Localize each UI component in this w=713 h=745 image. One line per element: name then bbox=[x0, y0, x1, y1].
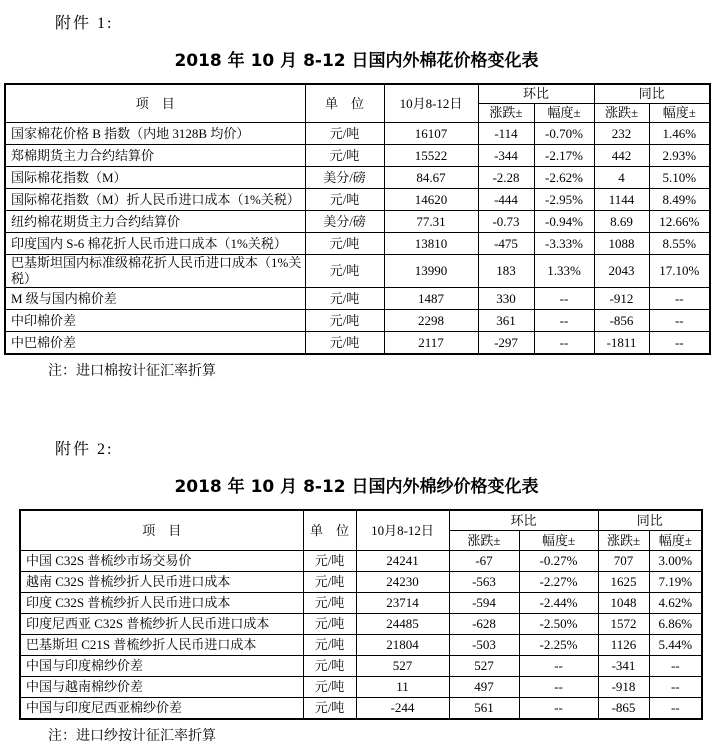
table-row bbox=[20, 593, 702, 614]
cell-yoy_change: 442 bbox=[594, 145, 649, 167]
cell-yoy_pct: -- bbox=[649, 677, 702, 698]
cell-unit: 元/吨 bbox=[305, 332, 384, 355]
cell-unit: 元/吨 bbox=[305, 145, 384, 167]
cell-value: 24485 bbox=[356, 614, 449, 635]
cell-value: 1487 bbox=[384, 288, 478, 310]
cell-mom_change: -2.28 bbox=[478, 167, 534, 189]
cell-yoy_pct: 17.10% bbox=[649, 255, 710, 288]
cell-mom_pct: -- bbox=[534, 288, 594, 310]
cell-yoy_change: -341 bbox=[598, 656, 649, 677]
yarn-price-table-header bbox=[20, 510, 702, 551]
cell-mom_pct: -- bbox=[519, 677, 598, 698]
cell-yoy_change: 1126 bbox=[598, 635, 649, 656]
cell-value: 21804 bbox=[356, 635, 449, 656]
table-row bbox=[20, 551, 702, 572]
cell-yoy_change: 8.69 bbox=[594, 211, 649, 233]
table-row bbox=[20, 656, 702, 677]
cell-value: 84.67 bbox=[384, 167, 478, 189]
cell-mom_pct: -2.17% bbox=[534, 145, 594, 167]
col-header-mom: 环比 bbox=[449, 510, 598, 531]
cell-mom_pct: -- bbox=[534, 332, 594, 355]
cell-value: 2117 bbox=[384, 332, 478, 355]
cell-item: 中国与印度尼西亚棉纱价差 bbox=[20, 698, 303, 720]
cell-yoy_pct: 8.55% bbox=[649, 233, 710, 255]
cell-unit: 元/吨 bbox=[303, 635, 356, 656]
cell-mom_pct: -0.70% bbox=[534, 123, 594, 145]
cell-mom_change: 497 bbox=[449, 677, 519, 698]
cell-item: 中巴棉价差 bbox=[5, 332, 305, 355]
cell-mom_change: 330 bbox=[478, 288, 534, 310]
col-header-item: 项 目 bbox=[20, 510, 303, 551]
yarn-price-table-body bbox=[20, 551, 702, 720]
cell-unit: 元/吨 bbox=[305, 255, 384, 288]
cell-mom_change: -67 bbox=[449, 551, 519, 572]
cell-yoy_change: -912 bbox=[594, 288, 649, 310]
col-header-period: 10月8-12日 bbox=[384, 84, 478, 123]
col-header-item: 项 目 bbox=[5, 84, 305, 123]
table-row bbox=[20, 572, 702, 593]
cell-yoy_pct: 1.46% bbox=[649, 123, 710, 145]
cell-mom_pct: -2.44% bbox=[519, 593, 598, 614]
attachment1-title: 2018 年 10 月 8-12 日国内外棉花价格变化表 bbox=[174, 51, 539, 71]
col-header-mom-updown: 涨跌± bbox=[478, 104, 534, 123]
cell-item: 国家棉花价格 B 指数（内地 3128B 均价） bbox=[5, 123, 305, 145]
cell-yoy_pct: 5.10% bbox=[649, 167, 710, 189]
cell-unit: 元/吨 bbox=[303, 551, 356, 572]
cell-yoy_pct: 5.44% bbox=[649, 635, 702, 656]
cell-mom_change: 183 bbox=[478, 255, 534, 288]
cell-unit: 元/吨 bbox=[303, 593, 356, 614]
cell-yoy_change: 1625 bbox=[598, 572, 649, 593]
cell-unit: 元/吨 bbox=[303, 614, 356, 635]
cell-yoy_pct: -- bbox=[649, 698, 702, 720]
cell-mom_pct: -- bbox=[519, 698, 598, 720]
header-row-top bbox=[20, 510, 702, 531]
cell-unit: 元/吨 bbox=[303, 698, 356, 720]
cell-yoy_pct: 8.49% bbox=[649, 189, 710, 211]
cell-mom_change: -475 bbox=[478, 233, 534, 255]
cell-value: 24230 bbox=[356, 572, 449, 593]
cell-item: 巴基斯坦国内标准级棉花折人民币进口成本（1%关税） bbox=[5, 255, 305, 288]
cell-mom_pct: -2.95% bbox=[534, 189, 594, 211]
cell-yoy_pct: 7.19% bbox=[649, 572, 702, 593]
cell-mom_change: -344 bbox=[478, 145, 534, 167]
header-row-top bbox=[5, 84, 710, 104]
table-row bbox=[5, 123, 710, 145]
cell-value: 15522 bbox=[384, 145, 478, 167]
cell-unit: 元/吨 bbox=[303, 677, 356, 698]
table-row bbox=[20, 635, 702, 656]
cell-unit: 元/吨 bbox=[305, 233, 384, 255]
cell-yoy_pct: 2.93% bbox=[649, 145, 710, 167]
cell-yoy_pct: -- bbox=[649, 288, 710, 310]
cell-yoy_pct: 6.86% bbox=[649, 614, 702, 635]
table-row bbox=[5, 189, 710, 211]
attachment1-note: 注：进口棉按计征汇率折算 bbox=[48, 364, 216, 379]
cell-item: 越南 C32S 普梳纱折人民币进口成本 bbox=[20, 572, 303, 593]
col-header-yoy: 同比 bbox=[598, 510, 702, 531]
cell-mom_pct: 1.33% bbox=[534, 255, 594, 288]
cell-item: 郑棉期货主力合约结算价 bbox=[5, 145, 305, 167]
cell-mom_change: -297 bbox=[478, 332, 534, 355]
cell-unit: 美分/磅 bbox=[305, 211, 384, 233]
table-row bbox=[5, 310, 710, 332]
table-row bbox=[5, 255, 710, 288]
table-row bbox=[5, 211, 710, 233]
cell-mom_pct: -2.62% bbox=[534, 167, 594, 189]
cell-item: 中国与印度棉纱价差 bbox=[20, 656, 303, 677]
cell-value: 77.31 bbox=[384, 211, 478, 233]
cell-yoy_pct: -- bbox=[649, 310, 710, 332]
cell-value: 2298 bbox=[384, 310, 478, 332]
cell-mom_change: 361 bbox=[478, 310, 534, 332]
attachment2-note: 注：进口纱按计征汇率折算 bbox=[48, 729, 216, 744]
col-header-mom-updown: 涨跌± bbox=[449, 531, 519, 551]
cell-yoy_change: 1088 bbox=[594, 233, 649, 255]
col-header-mom-range: 幅度± bbox=[519, 531, 598, 551]
cotton-price-table bbox=[4, 83, 711, 355]
cell-yoy_change: 4 bbox=[594, 167, 649, 189]
cell-yoy_pct: 4.62% bbox=[649, 593, 702, 614]
cotton-price-table-body bbox=[5, 123, 710, 355]
cell-mom_change: -444 bbox=[478, 189, 534, 211]
cell-value: 16107 bbox=[384, 123, 478, 145]
attachment2-title: 2018 年 10 月 8-12 日国内外棉纱价格变化表 bbox=[174, 477, 539, 497]
cell-yoy_change: -1811 bbox=[594, 332, 649, 355]
col-header-yoy: 同比 bbox=[594, 84, 710, 104]
cell-mom_pct: -- bbox=[534, 310, 594, 332]
cell-yoy_pct: 12.66% bbox=[649, 211, 710, 233]
cell-unit: 美分/磅 bbox=[305, 167, 384, 189]
cell-value: 527 bbox=[356, 656, 449, 677]
cell-yoy_change: -856 bbox=[594, 310, 649, 332]
cell-mom_pct: -3.33% bbox=[534, 233, 594, 255]
col-header-yoy-range: 幅度± bbox=[649, 104, 710, 123]
yarn-price-table bbox=[19, 509, 703, 720]
cell-value: 13810 bbox=[384, 233, 478, 255]
cell-mom_change: -594 bbox=[449, 593, 519, 614]
cell-value: -244 bbox=[356, 698, 449, 720]
cell-value: 14620 bbox=[384, 189, 478, 211]
cotton-price-table-header bbox=[5, 84, 710, 123]
cell-mom_pct: -0.27% bbox=[519, 551, 598, 572]
cell-value: 24241 bbox=[356, 551, 449, 572]
col-header-unit: 单 位 bbox=[303, 510, 356, 551]
cell-mom_change: -628 bbox=[449, 614, 519, 635]
cell-unit: 元/吨 bbox=[303, 656, 356, 677]
cell-mom_pct: -2.27% bbox=[519, 572, 598, 593]
cell-item: 印度国内 S-6 棉花折人民币进口成本（1%关税） bbox=[5, 233, 305, 255]
table-row bbox=[20, 677, 702, 698]
cell-item: 印度 C32S 普梳纱折人民币进口成本 bbox=[20, 593, 303, 614]
cell-yoy_change: 1144 bbox=[594, 189, 649, 211]
cell-value: 11 bbox=[356, 677, 449, 698]
table-row bbox=[5, 332, 710, 355]
cell-mom_pct: -2.50% bbox=[519, 614, 598, 635]
cell-item: 巴基斯坦 C21S 普梳纱折人民币进口成本 bbox=[20, 635, 303, 656]
cell-yoy_change: 2043 bbox=[594, 255, 649, 288]
cell-unit: 元/吨 bbox=[305, 123, 384, 145]
cell-mom_pct: -2.25% bbox=[519, 635, 598, 656]
col-header-mom: 环比 bbox=[478, 84, 594, 104]
cell-value: 23714 bbox=[356, 593, 449, 614]
cell-yoy_change: 707 bbox=[598, 551, 649, 572]
cell-item: 国际棉花指数（M）折人民币进口成本（1%关税） bbox=[5, 189, 305, 211]
col-header-yoy-range: 幅度± bbox=[649, 531, 702, 551]
table-row bbox=[5, 145, 710, 167]
cell-yoy_change: -918 bbox=[598, 677, 649, 698]
cell-yoy_change: 1048 bbox=[598, 593, 649, 614]
cell-mom_change: -563 bbox=[449, 572, 519, 593]
cell-item: 国际棉花指数（M） bbox=[5, 167, 305, 189]
col-header-mom-range: 幅度± bbox=[534, 104, 594, 123]
cell-mom_change: -114 bbox=[478, 123, 534, 145]
cell-mom_change: -0.73 bbox=[478, 211, 534, 233]
cell-value: 13990 bbox=[384, 255, 478, 288]
table-row bbox=[20, 698, 702, 720]
cell-unit: 元/吨 bbox=[303, 572, 356, 593]
cell-yoy_change: 1572 bbox=[598, 614, 649, 635]
cell-unit: 元/吨 bbox=[305, 189, 384, 211]
cell-yoy_change: 232 bbox=[594, 123, 649, 145]
cell-mom_change: -503 bbox=[449, 635, 519, 656]
col-header-yoy-updown: 涨跌± bbox=[598, 531, 649, 551]
cell-mom_pct: -0.94% bbox=[534, 211, 594, 233]
cell-item: 印度尼西亚 C32S 普梳纱折人民币进口成本 bbox=[20, 614, 303, 635]
cell-yoy_change: -865 bbox=[598, 698, 649, 720]
cell-item: 纽约棉花期货主力合约结算价 bbox=[5, 211, 305, 233]
col-header-yoy-updown: 涨跌± bbox=[594, 104, 649, 123]
cell-mom_pct: -- bbox=[519, 656, 598, 677]
cell-item: M 级与国内棉价差 bbox=[5, 288, 305, 310]
table-row bbox=[5, 288, 710, 310]
cell-yoy_pct: -- bbox=[649, 332, 710, 355]
attachment2-label: 附件 2: bbox=[55, 441, 114, 458]
cell-item: 中国 C32S 普梳纱市场交易价 bbox=[20, 551, 303, 572]
cell-item: 中国与越南棉纱价差 bbox=[20, 677, 303, 698]
cell-unit: 元/吨 bbox=[305, 288, 384, 310]
col-header-period: 10月8-12日 bbox=[356, 510, 449, 551]
cell-yoy_pct: -- bbox=[649, 656, 702, 677]
table-row bbox=[20, 614, 702, 635]
attachment1-label: 附件 1: bbox=[55, 15, 114, 32]
cell-yoy_pct: 3.00% bbox=[649, 551, 702, 572]
table-row bbox=[5, 233, 710, 255]
cell-mom_change: 527 bbox=[449, 656, 519, 677]
cell-mom_change: 561 bbox=[449, 698, 519, 720]
cell-item: 中印棉价差 bbox=[5, 310, 305, 332]
cell-unit: 元/吨 bbox=[305, 310, 384, 332]
table-row bbox=[5, 167, 710, 189]
col-header-unit: 单 位 bbox=[305, 84, 384, 123]
